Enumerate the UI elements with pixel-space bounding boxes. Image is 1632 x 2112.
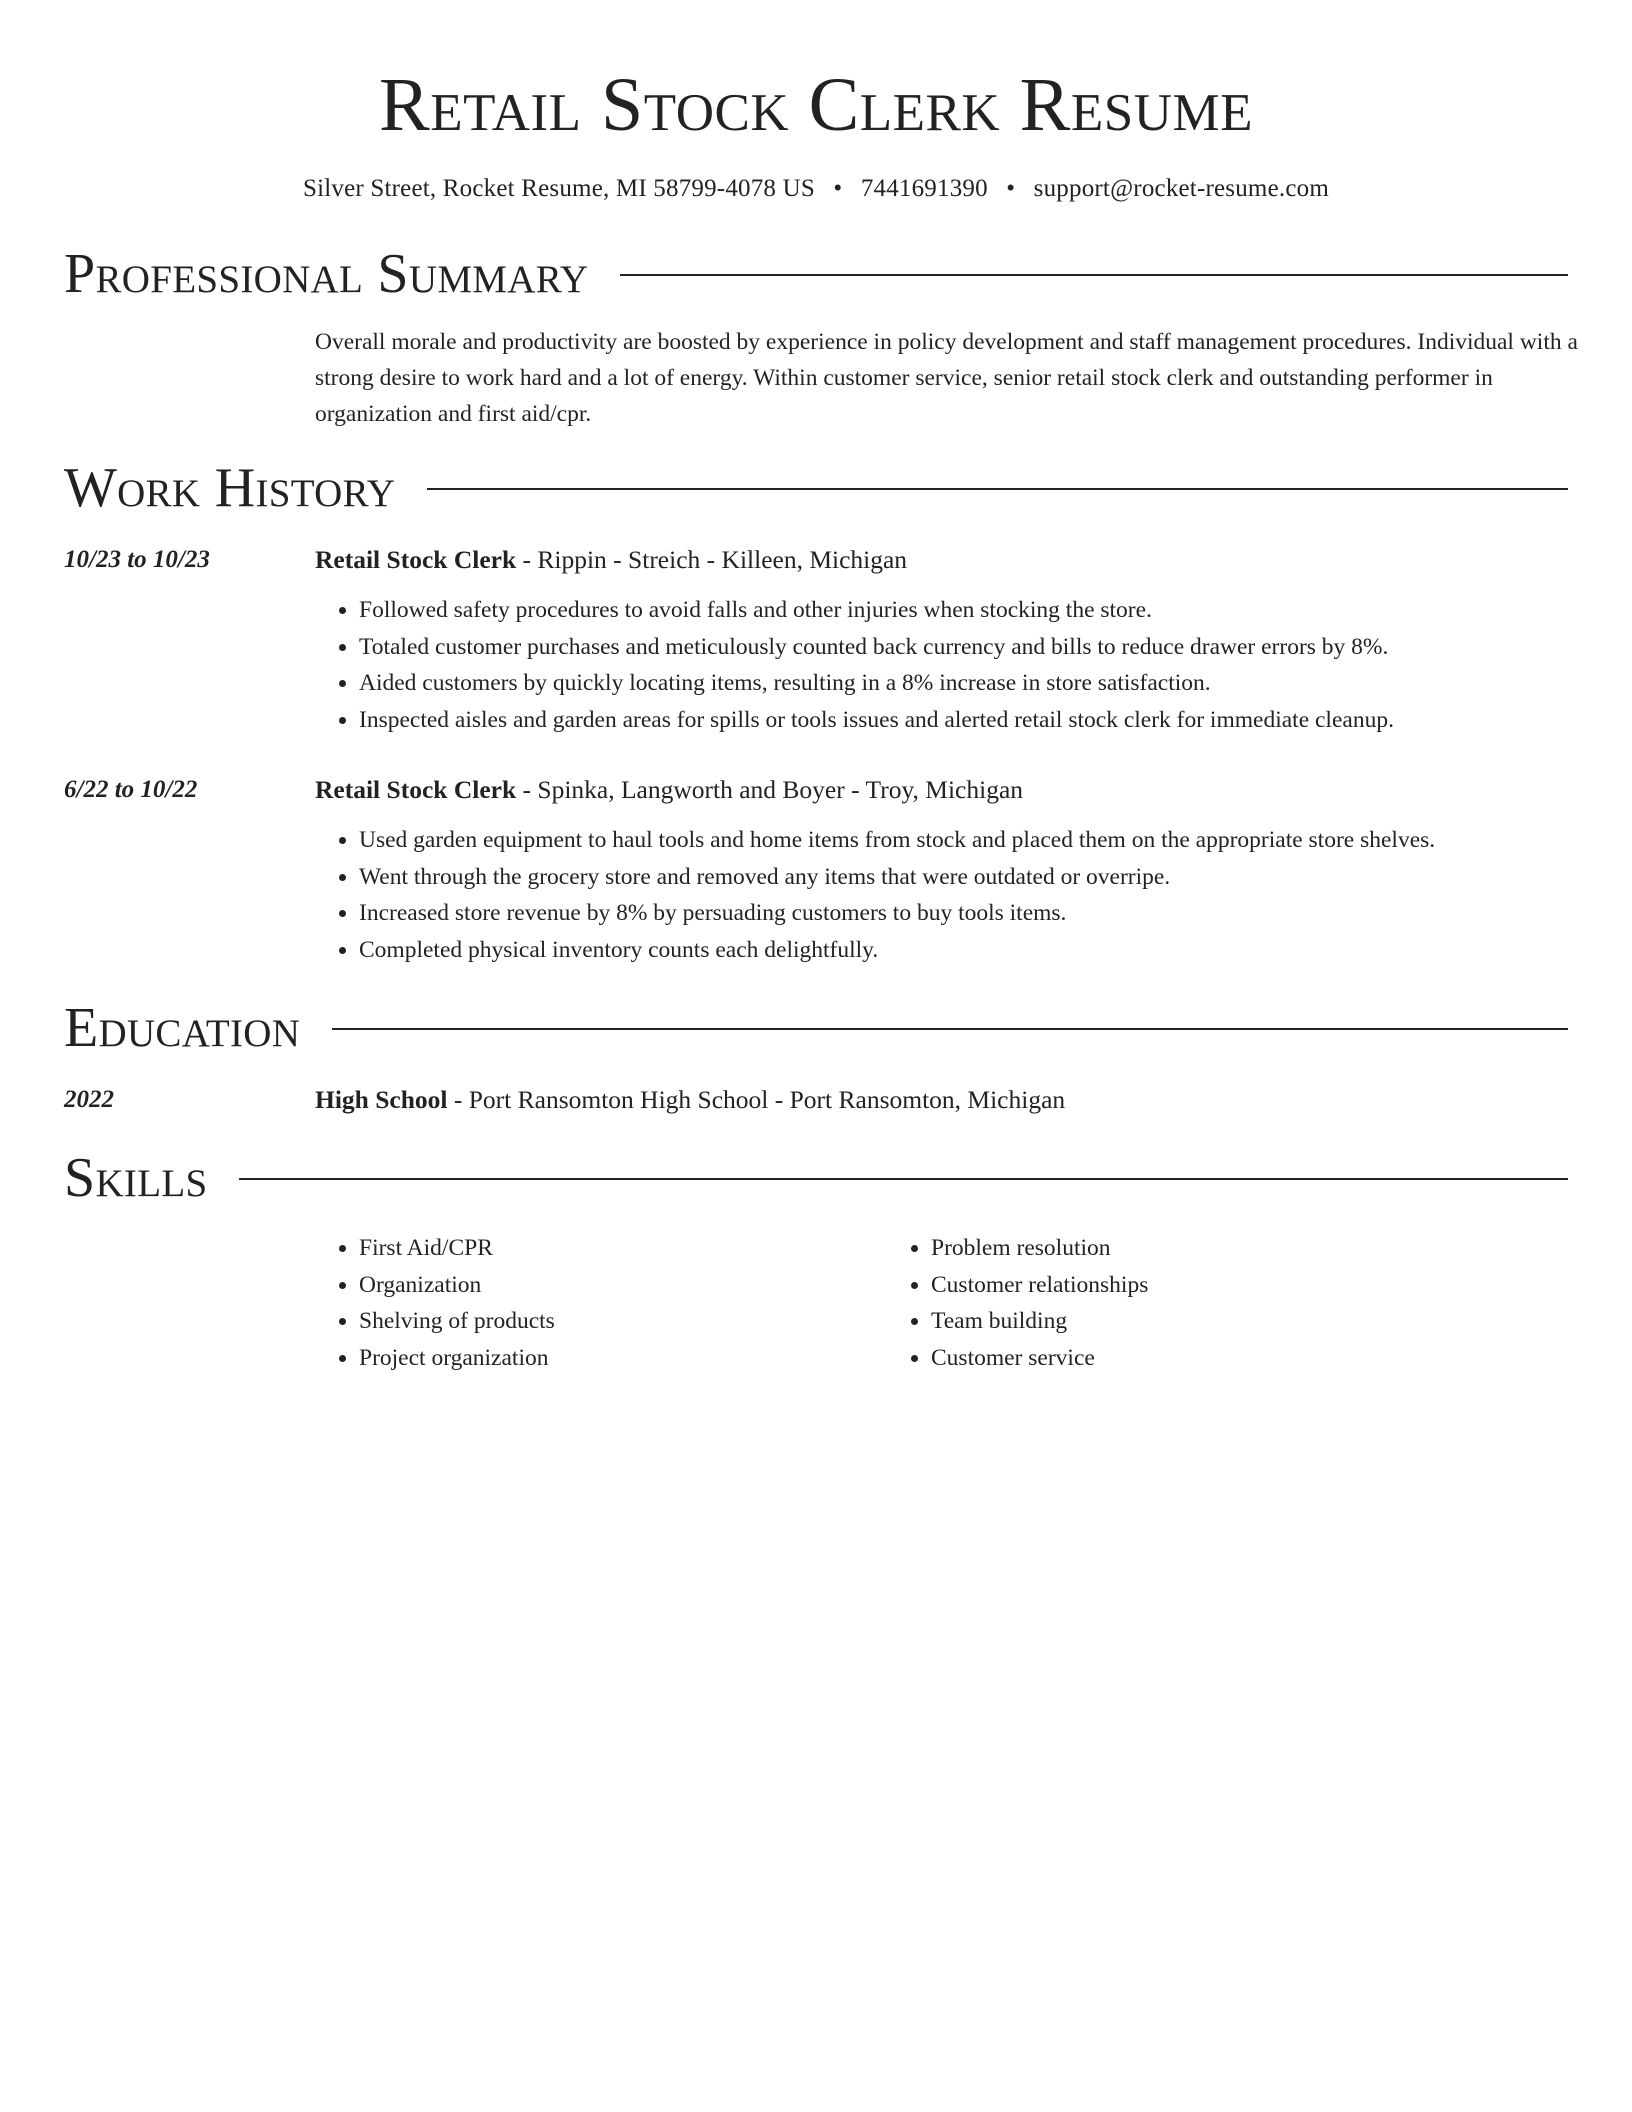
- summary-text: Overall morale and productivity are boosted by experience in policy development and staff management procedures. Individual with a strong desire to work hard and a lot of energy. Within customer service, senior retail stock clerk and outstanding performer in organization and first aid/cpr.: [315, 329, 1578, 427]
- work-entry-bullets: [315, 822, 1568, 968]
- education-entry: [64, 1082, 1568, 1118]
- skill-item: • Project organization: [359, 1340, 887, 1377]
- job-title: Retail Stock Clerk: [315, 545, 517, 574]
- skills-heading: Skills: [64, 1147, 208, 1209]
- contact-line: [64, 172, 1568, 206]
- bullet-item: • Followed safety procedures to avoid falls and other injuries when stocking the store.: [359, 592, 1568, 629]
- contact-email: support@rocket-resume.com: [1033, 175, 1329, 202]
- section-divider: [239, 1178, 1568, 1180]
- contact-address: Silver Street, Rocket Resume, MI 58799-4078 US: [303, 175, 815, 202]
- bullet-item: • Completed physical inventory counts each delightfully.: [359, 932, 1568, 969]
- bullet-item: • Aided customers by quickly locating items, resulting in a 8% increase in store satisfaction.: [359, 665, 1568, 702]
- job-details: - Rippin - Streich - Killeen, Michigan: [516, 545, 908, 574]
- work-entry: [64, 772, 1568, 968]
- education-section-header: [64, 996, 1568, 1060]
- job-title: Retail Stock Clerk: [315, 775, 517, 804]
- bullet-item: • Inspected aisles and garden areas for spills or tools issues and alerted retail stock clerk for immediate cleanup.: [359, 702, 1568, 739]
- skill-item: • Problem resolution: [931, 1230, 1487, 1267]
- work-entry-heading: [315, 542, 1568, 578]
- section-divider: [332, 1028, 1568, 1030]
- bullet-item: • Used garden equipment to haul tools and home items from stock and placed them on the appropriate store shelves.: [359, 822, 1568, 859]
- degree: High School: [315, 1085, 448, 1114]
- skill-item: • Team building: [931, 1303, 1487, 1340]
- bullet-item: • Increased store revenue by 8% by persuading customers to buy tools items.: [359, 895, 1568, 932]
- bullet-item: • Went through the grocery store and removed any items that were outdated or overripe.: [359, 859, 1568, 896]
- skills-column-left: [315, 1230, 887, 1376]
- education-year: 2022: [64, 1086, 114, 1113]
- school-details: - Port Ransomton High School - Port Ransomton, Michigan: [447, 1085, 1066, 1114]
- resume-title: Retail Stock Clerk Resume: [379, 63, 1253, 147]
- work-entry-body: [315, 772, 1568, 968]
- education-heading-line: [315, 1082, 1568, 1118]
- skill-item: • Shelving of products: [359, 1303, 887, 1340]
- section-divider: [427, 488, 1568, 490]
- contact-separator: •: [833, 175, 843, 202]
- skill-item: • First Aid/CPR: [359, 1230, 887, 1267]
- education-body: [315, 1082, 1568, 1118]
- contact-phone: 7441691390: [860, 175, 988, 202]
- skills-column-right: [887, 1230, 1487, 1376]
- education-heading: Education: [64, 997, 301, 1059]
- skill-item: • Customer relationships: [931, 1267, 1487, 1304]
- work-entry-dates: 10/23 to 10/23: [64, 546, 210, 573]
- work-entry: [64, 542, 1568, 738]
- work-section-header: [64, 456, 1568, 520]
- skills-section-header: [64, 1146, 1568, 1210]
- summary-heading: Professional Summary: [64, 243, 589, 305]
- work-entry-body: [315, 542, 1568, 738]
- job-details: - Spinka, Langworth and Boyer - Troy, Michigan: [516, 775, 1024, 804]
- work-entry-dates: 6/22 to 10/22: [64, 776, 198, 803]
- contact-separator: •: [1006, 175, 1016, 202]
- work-entry-heading: [315, 772, 1568, 808]
- skills-list: [315, 1230, 1568, 1376]
- skill-item: • Organization: [359, 1267, 887, 1304]
- summary-section-header: [64, 242, 1568, 306]
- section-divider: [620, 274, 1568, 276]
- bullet-item: • Totaled customer purchases and meticulously counted back currency and bills to reduce drawer errors by 8%.: [359, 629, 1568, 666]
- skill-item: • Customer service: [931, 1340, 1487, 1377]
- work-entry-bullets: [315, 592, 1568, 738]
- work-heading: Work History: [64, 457, 396, 519]
